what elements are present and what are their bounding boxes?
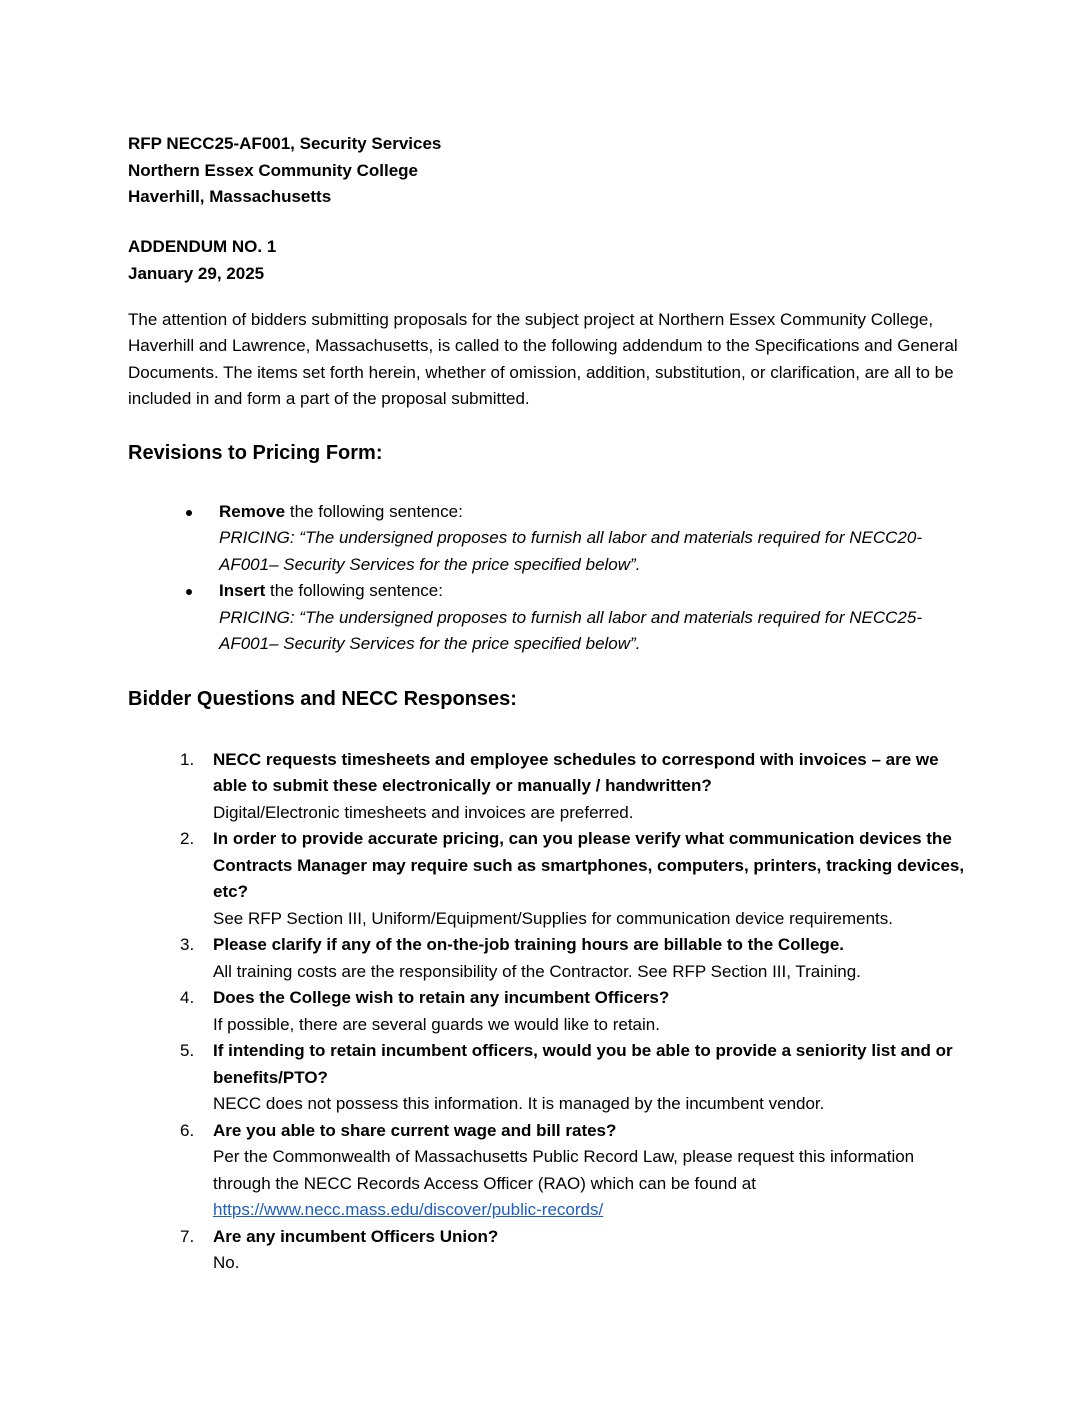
- list-item: [128, 932, 973, 985]
- answer-text: All training costs are the responsibility of the Contractor. See RFP Section III, Training.: [213, 961, 861, 981]
- college-location: Haverhill, Massachusetts: [128, 187, 332, 206]
- question-number: 4.: [180, 988, 195, 1007]
- answer-text: NECC does not possess this information. It is managed by the incumbent vendor.: [213, 1094, 825, 1113]
- questions-list: [128, 747, 968, 1277]
- intro-paragraph: The attention of bidders submitting proposals for the subject project at Northern Essex Community College, Haverhill and Lawrence, Massachusetts, is called to the following addendum to the Specifications and General Documents. The items set forth herein, whether of omission, addition, substitution, or clarification, are all to be included in and form a part of the proposal submitted.: [128, 309, 958, 408]
- revision-action: Remove: [219, 501, 286, 521]
- question-text: NECC requests timesheets and employee schedules to correspond with invoices – are we able to submit these electronically or manually / handwritten?: [213, 749, 939, 795]
- revision-text: the following sentence:: [265, 581, 443, 600]
- college-name: Northern Essex Community College: [128, 160, 419, 180]
- answer-text: Digital/Electronic timesheets and invoices are preferred.: [213, 802, 634, 822]
- questions-section-heading: Bidder Questions and NECC Responses:: [128, 687, 517, 710]
- pricing-revisions-list: [128, 499, 968, 658]
- public-records-link[interactable]: https://www.necc.mass.edu/discover/public-records/: [213, 1200, 604, 1219]
- list-item: [128, 747, 973, 827]
- question-number: 5.: [180, 1041, 195, 1060]
- revision-action: Insert: [219, 581, 266, 600]
- question-number: 6.: [180, 1120, 195, 1140]
- question-text: In order to provide accurate pricing, can you please verify what communication devices the Contracts Manager may require such as smartphones, computers, printers, tracking devices, etc?: [213, 829, 965, 901]
- bullet-icon: [186, 510, 192, 516]
- question-number: 7.: [180, 1226, 195, 1246]
- question-number: 3.: [180, 935, 195, 954]
- list-item: [128, 1038, 973, 1118]
- question-text: Does the College wish to retain any incumbent Officers?: [213, 988, 670, 1007]
- addendum-date: January 29, 2025: [128, 263, 265, 283]
- list-item: [128, 1224, 973, 1277]
- document-page: [128, 131, 968, 1277]
- question-text: Are any incumbent Officers Union?: [213, 1226, 499, 1246]
- pricing-section-heading: Revisions to Pricing Form:: [128, 441, 383, 464]
- list-item: [128, 578, 968, 658]
- question-number: 1.: [180, 749, 195, 769]
- answer-text: No.: [213, 1253, 240, 1272]
- list-item: [128, 985, 973, 1038]
- addendum-header: [128, 233, 968, 287]
- question-text: If intending to retain incumbent officers, would you be able to provide a seniority list and or benefits/PTO?: [213, 1041, 953, 1087]
- list-item: [128, 499, 968, 579]
- addendum-title: ADDENDUM NO. 1: [128, 236, 277, 256]
- revision-quote: PRICING: “The undersigned proposes to furnish all labor and materials required for NECC25-AF001– Security Services for the price specified below”.: [219, 607, 922, 653]
- list-item: [128, 826, 973, 932]
- revision-quote: PRICING: “The undersigned proposes to furnish all labor and materials required for NECC20-AF001– Security Services for the price specified below”.: [219, 528, 922, 574]
- question-text: Are you able to share current wage and bill rates?: [213, 1120, 617, 1140]
- question-number: 2.: [180, 829, 195, 848]
- answer-body: Per the Commonwealth of Massachusetts Public Record Law, please request this information through the NECC Records Access Officer (RAO) which can be found at: [213, 1147, 915, 1193]
- answer-text: [213, 1144, 973, 1224]
- answer-text: See RFP Section III, Uniform/Equipment/Supplies for communication device requirements.: [213, 908, 893, 928]
- answer-text: If possible, there are several guards we would like to retain.: [213, 1014, 660, 1034]
- question-text: Please clarify if any of the on-the-job training hours are billable to the College.: [213, 935, 844, 954]
- revision-text: the following sentence:: [285, 501, 463, 521]
- rfp-header: [128, 131, 968, 211]
- list-item: [128, 1118, 973, 1224]
- bullet-icon: [186, 589, 192, 595]
- rfp-title: RFP NECC25-AF001, Security Services: [128, 134, 442, 153]
